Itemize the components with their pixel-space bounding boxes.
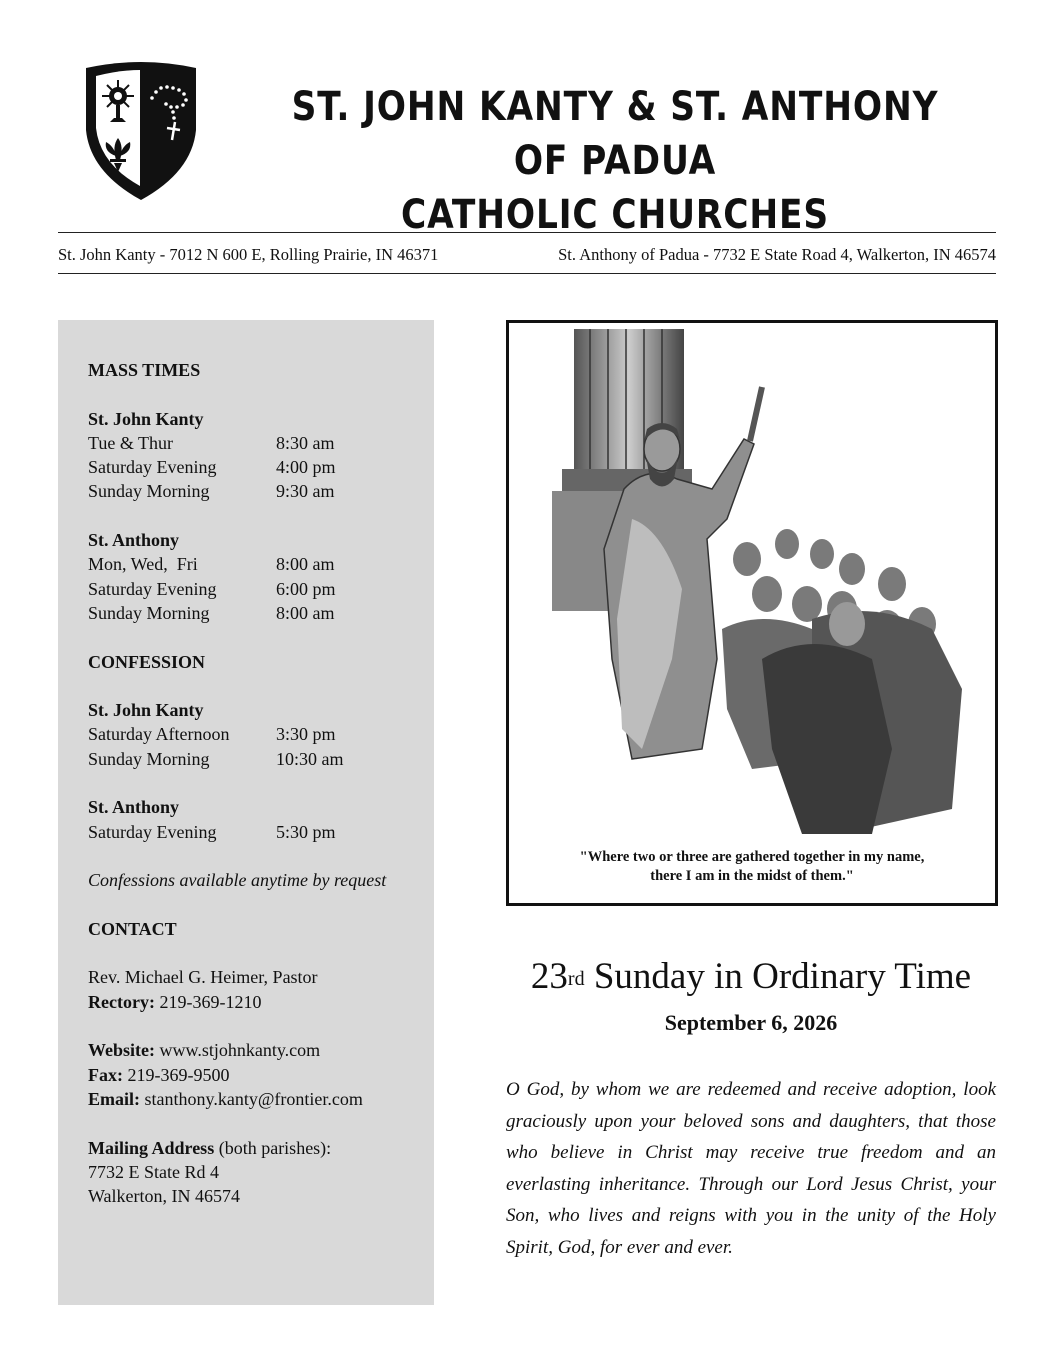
schedule-row [88,455,428,479]
schedule-row [88,431,428,455]
caption-line-1: "Where two or three are gathered together in my name, [579,849,925,865]
schedule-day: Sunday Morning [88,481,210,502]
schedule-time: 8:00 am [276,602,335,623]
schedule-day: Sunday Morning [88,748,210,769]
email-link[interactable]: stanthony.kanty@frontier.com [140,1088,363,1109]
caption-line-2: there I am in the midst of them." [650,868,854,884]
email-label: Email: [88,1088,140,1109]
schedule-time: 5:30 pm [276,821,336,842]
mailing-line-2: Walkerton, IN 46574 [88,1186,241,1207]
confession-heading: CONFESSION [88,651,206,672]
schedule-time: 9:30 am [276,481,335,502]
parish-crest-logo [80,60,202,202]
mailing-label: Mailing Address [88,1137,215,1158]
schedule-row [88,820,428,844]
schedule-day: Saturday Afternoon [88,724,230,745]
sunday-ordinal-suffix: rd [567,968,585,990]
mass-church-name: St. Anthony [88,530,180,551]
contact-heading: CONTACT [88,918,177,939]
schedule-time: 4:00 pm [276,457,336,478]
website-link[interactable]: www.stjohnkanty.com [155,1040,321,1061]
schedule-row [88,577,428,601]
mailing-line-1: 7732 E State Rd 4 [88,1161,219,1182]
fax-value: 219-369-9500 [123,1064,230,1085]
website [88,1038,428,1062]
confession-note: Confessions available anytime by request [88,870,387,891]
schedule-row [88,601,428,625]
schedule-day: Sunday Morning [88,602,210,623]
sidebar-panel [58,320,434,1305]
email [88,1087,428,1111]
schedule-row [88,722,428,746]
illustration-caption [509,848,995,886]
schedule-row [88,747,428,771]
mass-church-name: St. John Kanty [88,408,204,429]
illustration-frame [506,320,998,906]
schedule-day: Tue & Thur [88,432,174,453]
rectory-phone [88,990,428,1014]
confession-church-name: St. John Kanty [88,700,204,721]
title-line-2: CATHOLIC CHURCHES [400,192,830,238]
schedule-time: 3:30 pm [276,724,336,745]
liturgical-title [506,955,996,999]
schedule-time: 6:00 pm [276,578,336,599]
pastor-name: Rev. Michael G. Heimer, Pastor [88,967,318,988]
fax [88,1063,428,1087]
mailing-address-heading [88,1136,428,1160]
sunday-title-text: Sunday in Ordinary Time [584,956,972,997]
confession-church-name: St. Anthony [88,797,180,818]
schedule-day: Mon, Wed, Fri [88,554,198,575]
schedule-day: Saturday Evening [88,457,217,478]
address-st-anthony: St. Anthony of Padua - 7732 E State Road 4, Walkerton, IN 46574 [558,245,996,264]
rectory-label: Rectory: [88,991,155,1012]
mailing-suffix: (both parishes): [214,1137,332,1158]
header-divider-top [58,232,996,233]
schedule-time: 8:30 am [276,432,335,453]
schedule-time: 10:30 am [276,748,344,769]
schedule-time: 8:00 am [276,554,335,575]
schedule-row [88,479,428,503]
fax-label: Fax: [88,1064,123,1085]
title-line-1: ST. JOHN KANTY & ST. ANTHONY OF PADUA [291,84,939,184]
website-label: Website: [88,1040,155,1061]
header-divider-bottom [58,273,996,274]
page-title [280,80,951,242]
opening-prayer: O God, by whom we are redeemed and receive adoption, look graciously upon your beloved sons and daughters, that those who believe in Christ may receive true freedom and an everlasting inheritance. Through our Lord Jesus Christ, your Son, who lives and reigns with you in the unity of the Holy Spirit, God, for ever and ever. [506,1079,996,1258]
schedule-day: Saturday Evening [88,821,217,842]
bulletin-date: September 6, 2026 [664,1010,838,1035]
schedule-row [88,552,428,576]
rectory-value: 219-369-1210 [154,991,262,1012]
schedule-day: Saturday Evening [88,578,217,599]
address-st-john-kanty: St. John Kanty - 7012 N 600 E, Rolling Prairie, IN 46371 [58,245,439,264]
sunday-number: 23 [530,956,568,997]
preaching-illustration [512,329,992,839]
mass-times-heading: MASS TIMES [88,360,201,380]
